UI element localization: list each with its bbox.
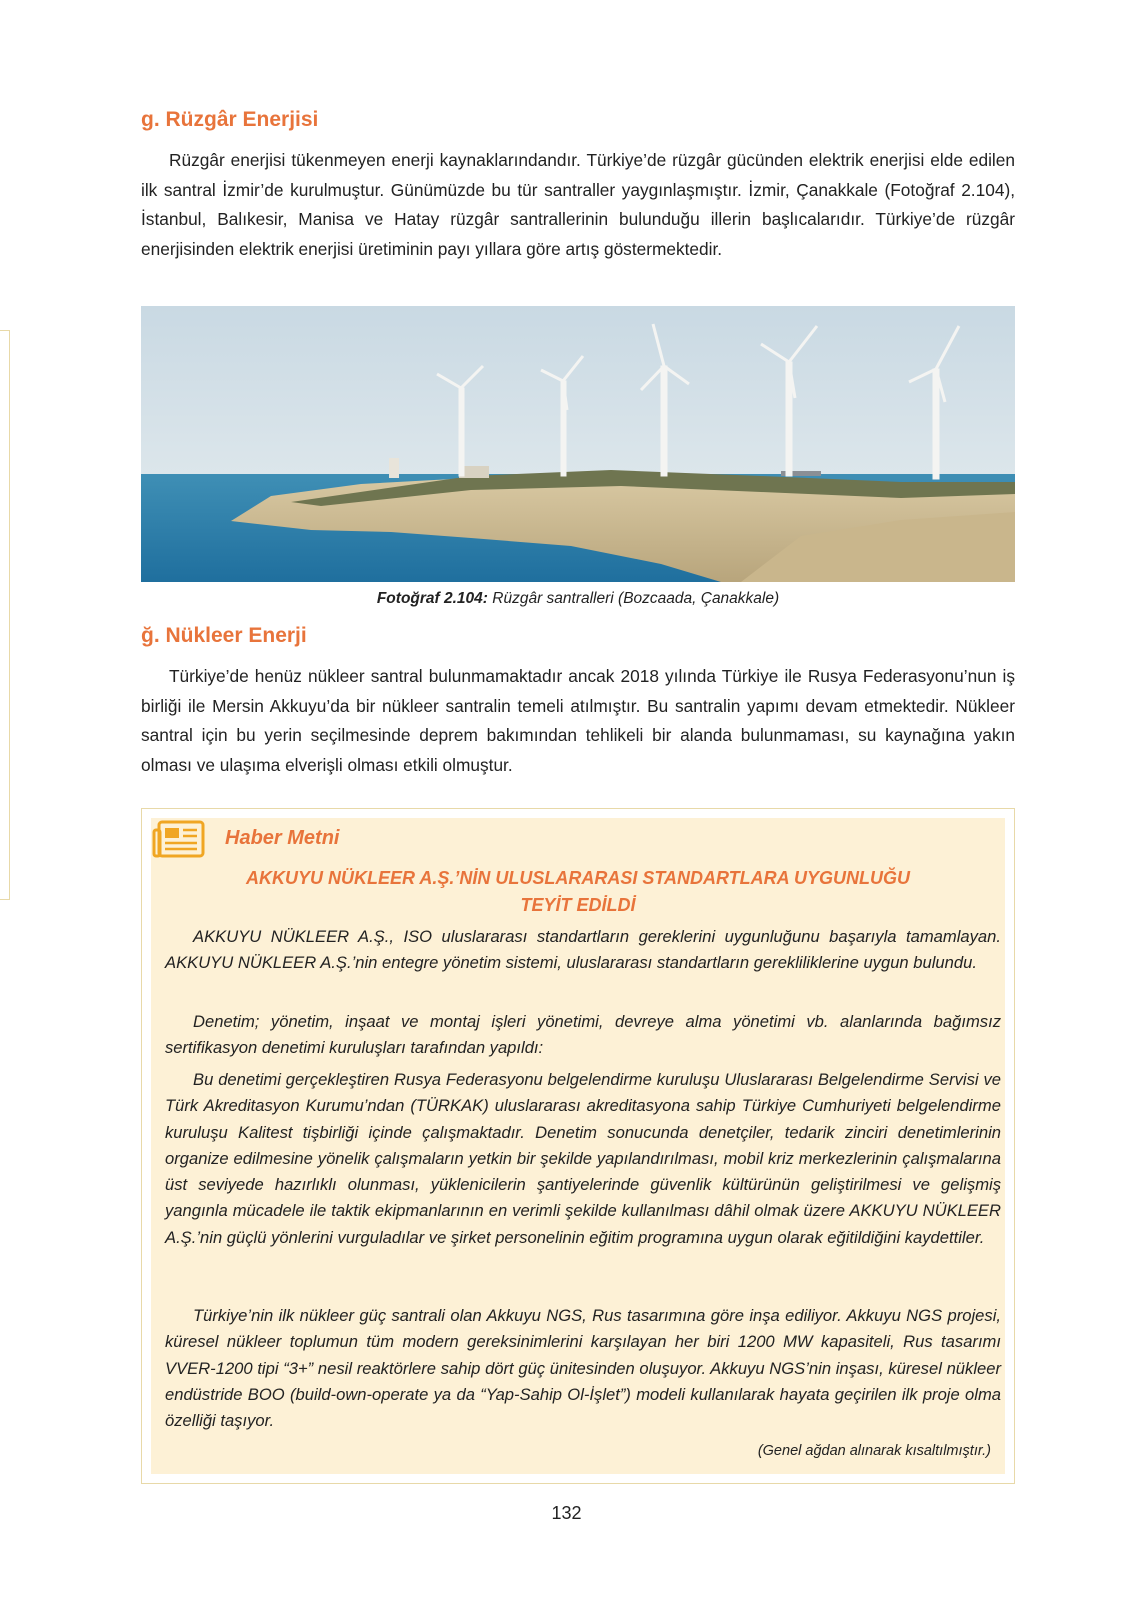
nuclear-paragraph: Türkiye’de henüz nükleer santral bulunmamaktadır ancak 2018 yılında Türkiye ile Rusya Federasyonu’nun iş birliği ile Mersin Akkuyu’da bir nükleer santralin temeli atılmıştır. Bu santralin yapımı devam etmektedir. Nükleer santral için bu yerin seçilmesinde deprem bakımından tehlikeli bir alanda bulunmaması, su kaynağına yakın olması ve ulaşıma elverişli olması etkili olmuştur. bbox=[141, 666, 1015, 775]
news-box bbox=[141, 808, 1015, 1484]
section-heading-wind: g. Rüzgâr Enerjisi bbox=[141, 108, 319, 131]
margin-bracket bbox=[0, 330, 10, 900]
caption-label: Fotoğraf 2.104: bbox=[376, 590, 488, 607]
page-number: 132 bbox=[551, 1503, 582, 1523]
wind-paragraph: Rüzgâr enerjisi tükenmeyen enerji kaynaklarındandır. Türkiye’de rüzgâr gücünden elektrik enerjisi elde edilen ilk santral İzmir’de kurulmuştur. Günümüzde bu tür santraller yaygınlaşmıştır. İzmir, Çanakkale (Fotoğraf 2.104), İstanbul, Balıkesir, Manisa ve Hatay rüzgâr santrallerinin bulunduğu illerin başlıcalarıdır. Türkiye’de rüzgâr enerjisinden elektrik enerjisi üretiminin payı yıllara göre artış göstermektedir. bbox=[141, 150, 1015, 259]
section-heading-nuclear: ğ. Nükleer Enerji bbox=[141, 624, 307, 647]
newspaper-icon bbox=[151, 818, 211, 862]
news-paragraph-4: Türkiye’nin ilk nükleer güç santrali olan Akkuyu NGS, Rus tasarımına göre inşa ediliyor. Akkuyu NGS projesi, küresel nükleer toplumun tüm modern gereksinimlerini karşılayan her biri 1200 MW kapasiteli, Rus tasarımı VVER-1200 tipi “3+” nesil reaktörlere sahip dört güç ünitesinden oluşuyor. Akkuyu NGS’nin inşası, küresel nükleer endüstride BOO (build-own-operate ya da “Yap-Sahip Ol-İşlet”) modeli kullanılarak hayata geçirilen ilk proje olma özelliği taşıyor. bbox=[165, 1306, 1001, 1431]
news-box-inner bbox=[151, 818, 1005, 1474]
news-paragraph-2: Denetim; yönetim, inşaat ve montaj işleri yönetimi, devreye alma yönetimi vb. alanlarında bağımsız sertifikasyon denetimi kuruluşları tarafından yapıldı: bbox=[165, 1012, 1001, 1058]
news-paragraph-1: AKKUYU NÜKLEER A.Ş., ISO uluslararası standartların gereklerini uygunluğunu başarıyla tamamlayan. AKKUYU NÜKLEER A.Ş.’nin entegre yönetim sistemi, uluslararası standartların gerekliliklerine uygun bulundu. bbox=[165, 927, 1001, 973]
wind-turbines-photo bbox=[141, 306, 1015, 582]
news-title: AKKUYU NÜKLEER A.Ş.’NİN ULUSLARARASI STANDARTLARA UYGUNLUĞU TEYİT EDİLDİ bbox=[246, 868, 910, 915]
photo-caption bbox=[141, 590, 1015, 608]
news-paragraph-3: Bu denetimi gerçekleştiren Rusya Federasyonu belgelendirme kuruluşu Uluslararası Belgelendirme Servisi ve Türk Akreditasyon Kurumu’ndan (TÜRKAK) uluslararası akreditasyona sahip Türkiye Cumhuriyeti belgelendirme kuruluşu Kalitest tişbirliği içinde çalışmaktadır. Denetim sonucunda denetçiler, tedarik zinciri denetimlerinin organize edilmesine yönelik çalışmaların yetkin bir şekilde yapılandırılması, mobil kriz merkezlerinin çalışmalarına üst seviyede hazırlıklı olunması, yüklenicilerin şantiyelerinde güvenlik kültürünün geliştirilmesi ve gelişmiş yangınla mücadele ile taktik ekipmanlarının en verimli şekilde kullanılması dâhil olmak üzere AKKUYU NÜKLEER A.Ş.’nin güçlü yönlerini vurguladılar ve şirket personelinin eğitim programına uygun olarak eğitildiğini kaydettiler. bbox=[165, 1070, 1001, 1247]
news-label: Haber Metni bbox=[225, 827, 340, 849]
caption-text: Rüzgâr santralleri (Bozcaada, Çanakkale) bbox=[487, 590, 780, 607]
news-source: (Genel ağdan alınarak kısaltılmıştır.) bbox=[757, 1443, 991, 1459]
